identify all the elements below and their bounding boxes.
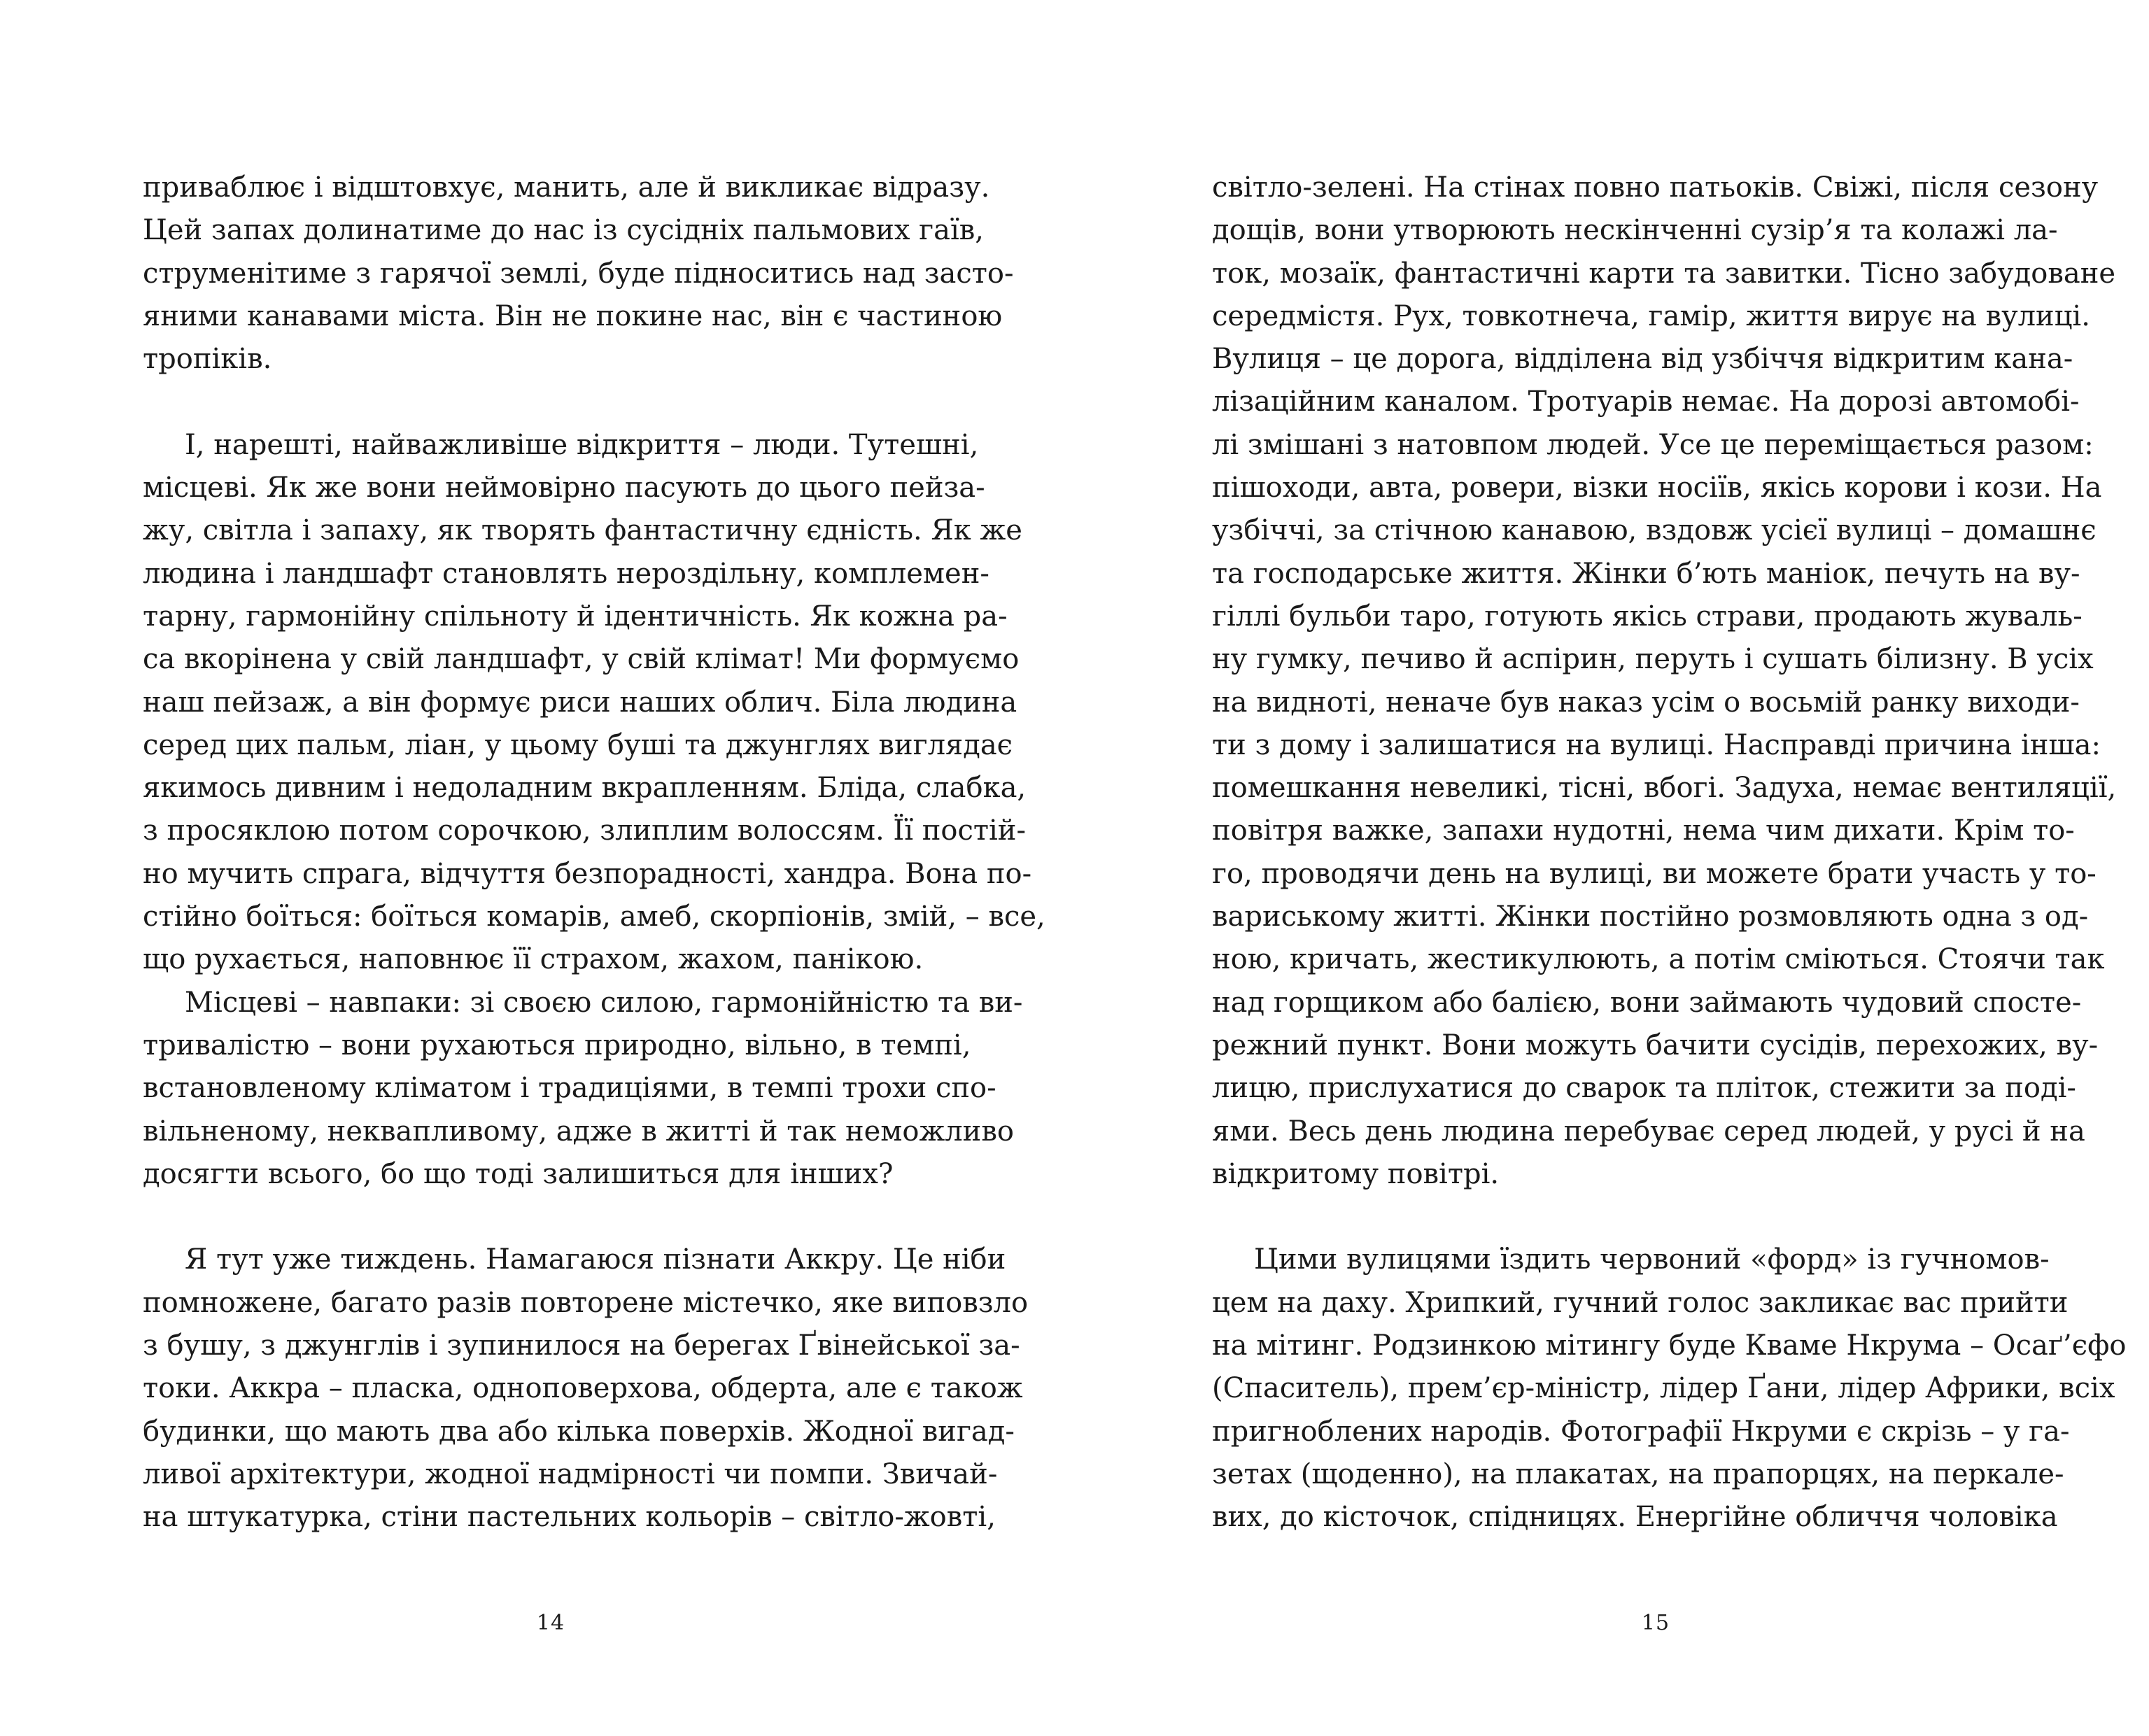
text-line: но мучить спрага, відчуття безпорадності, хандра. Вона по- [143, 857, 1032, 890]
text-line: вільненому, неквапливому, адже в житті й так неможливо [143, 1115, 1014, 1148]
text-line: лицю, прислухатися до сварок та пліток, стежити за поді- [1212, 1072, 2076, 1105]
text-line: лізаційним каналом. Тротуарів немає. На дорозі автомобі- [1212, 386, 2080, 418]
text-line: Місцеві – навпаки: зі своєю силою, гармонійністю та ви- [185, 986, 1023, 1019]
paragraph-gap [143, 381, 959, 423]
text-line: світло-зелені. На стінах повно патьоків. Свіжі, після сезону [1212, 171, 2099, 204]
text-line: узбіччі, за стічною канавою, вздовж усієї вулиці – домашнє [1212, 514, 2097, 547]
text-line: помножене, багато разів повторене містечко, яке виповзло [143, 1286, 1029, 1319]
text-line: приваблює і відштовхує, манить, але й викликає відразу. [143, 171, 990, 204]
text-line: встановленому кліматом і традиціями, в темпі трохи спо- [143, 1072, 996, 1105]
text-line: відкритому повітрі. [1212, 1157, 1500, 1190]
text-line: на штукатурка, стіни пастельних кольорів – світло-жовті, [143, 1501, 996, 1534]
text-line: та господарське життя. Жінки б’ють маніок, печуть на ву- [1212, 557, 2080, 590]
text-line: на мітинг. Родзинкою мітингу буде Кваме Нкрума – Осаґ’єфо [1212, 1329, 2127, 1362]
text-line: будинки, що мають два або кілька поверхів. Жодної вигад- [143, 1415, 1015, 1448]
text-line: місцеві. Як же вони неймовірно пасують до цього пейза- [143, 472, 985, 504]
text-line: Цими вулицями їздить червоний «форд» із гучномов- [1254, 1243, 2050, 1276]
paragraph-gap [143, 1196, 959, 1239]
text-line: дощів, вони утворюють нескінченні сузір’я та колажі ла- [1212, 214, 2058, 247]
text-line: тропіків. [143, 343, 272, 376]
paragraph-gap [1212, 1196, 2028, 1239]
text-line: з бушу, з джунглів і зупинилося на берегах Ґвінейської за- [143, 1329, 1020, 1362]
text-line: на видноті, неначе був наказ усім о восьмій ранку виходи- [1212, 686, 2080, 719]
text-line: з просяклою потом сорочкою, злиплим волоссям. Її постій- [143, 814, 1026, 847]
text-line: Вулиця – це дорога, відділена від узбіччя відкритим кана- [1212, 343, 2073, 376]
left-page [0, 0, 1074, 1736]
text-line: цем на даху. Хрипкий, гучний голос закликає вас прийти [1212, 1286, 2069, 1319]
right-page-text [1212, 167, 2127, 1539]
text-line: ну гумку, печиво й аспірин, перуть і сушать білизну. В усіх [1212, 643, 2094, 676]
text-line: токи. Аккра – пласка, одноповерхова, обдерта, але є також [143, 1372, 1023, 1405]
text-line: жу, світла і запаху, як творять фантастичну єдність. Як же [143, 514, 1022, 547]
text-line: Я тут уже тиждень. Намагаюся пізнати Аккру. Це ніби [185, 1243, 1006, 1276]
text-line: людина і ландшафт становлять нероздільну, комплемен- [143, 557, 989, 590]
text-line: режний пункт. Вони можуть бачити сусідів, перехожих, ву- [1212, 1029, 2099, 1061]
text-line: стійно боїться: боїться комарів, амеб, скорпіонів, змій, – все, [143, 901, 1045, 933]
text-line: (Спаситель), прем’єр-міністр, лідер Ґани, лідер Африки, всіх [1212, 1372, 2115, 1405]
text-line: ною, кричать, жестикулюють, а потім сміються. Стоячи так [1212, 943, 2105, 976]
text-line: пригноблених народів. Фотографії Нкруми є скрізь – у га- [1212, 1415, 2070, 1448]
page-number: 15 [1641, 1611, 1670, 1635]
text-line: ти з дому і залишатися на вулиці. Насправді причина інша: [1212, 728, 2101, 761]
text-line: го, проводячи день на вулиці, ви можете брати участь у то- [1212, 857, 2097, 890]
text-line: тривалістю – вони рухаються природно, вільно, в темпі, [143, 1029, 971, 1061]
text-line: повітря важке, запахи нудотні, нема чим дихати. Крім то- [1212, 814, 2075, 847]
left-page-text [143, 167, 1045, 1539]
text-line: І, нарешті, найважливіше відкриття – люди. Тутешні, [185, 428, 979, 461]
text-line: що рухається, наповнює її страхом, жахом, панікою. [143, 943, 924, 976]
text-line: досягти всього, бо що тоді залишиться для інших? [143, 1157, 894, 1190]
text-line: пішоходи, авта, ровери, візки носіїв, якісь корови і кози. На [1212, 472, 2102, 504]
text-line: вариському житті. Жінки постійно розмовляють одна з од- [1212, 901, 2089, 933]
text-line: ливої архітектури, жодної надмірності чи помпи. Звичай- [143, 1458, 998, 1490]
text-line: середмістя. Рух, товкотнеча, гамір, життя вирує на вулиці. [1212, 299, 2090, 332]
text-line: вих, до кісточок, спідницях. Енергійне обличчя чоловіка [1212, 1501, 2058, 1534]
right-page [1074, 0, 2149, 1736]
text-line: зетах (щоденно), на плакатах, на прапорцях, на перкале- [1212, 1458, 2064, 1490]
text-line: гіллі бульби таро, готують якісь страви, продають жуваль- [1212, 600, 2083, 633]
text-line: якимось дивним і недоладним вкрапленням. Бліда, слабка, [143, 772, 1027, 805]
text-line: са вкорінена у свій ландшафт, у свій клімат! Ми формуємо [143, 643, 1020, 676]
text-line: яними канавами міста. Він не покине нас, він є частиною [143, 299, 1003, 332]
text-line: тарну, гармонійну спільноту й ідентичність. Як кожна ра- [143, 600, 1008, 633]
text-line: над горщиком або балією, вони займають чудовий спосте- [1212, 986, 2082, 1019]
text-line: струменітиме з гарячої землі, буде підноситись над засто- [143, 257, 1014, 290]
page-number: 14 [536, 1611, 565, 1635]
text-line: ток, мозаїк, фантастичні карти та завитки. Тісно забудоване [1212, 257, 2116, 290]
text-line: наш пейзаж, а він формує риси наших облич. Біла людина [143, 686, 1017, 719]
text-line: помешкання невеликі, тісні, вбогі. Задуха, немає вентиляції, [1212, 772, 2117, 805]
text-line: ями. Весь день людина перебуває серед людей, у русі й на [1212, 1115, 2085, 1148]
text-line: Цей запах долинатиме до нас із сусідніх пальмових гаїв, [143, 214, 984, 247]
text-line: серед цих пальм, ліан, у цьому буші та джунглях виглядає [143, 728, 1013, 761]
text-line: лі змішані з натовпом людей. Усе це переміщається разом: [1212, 428, 2094, 461]
